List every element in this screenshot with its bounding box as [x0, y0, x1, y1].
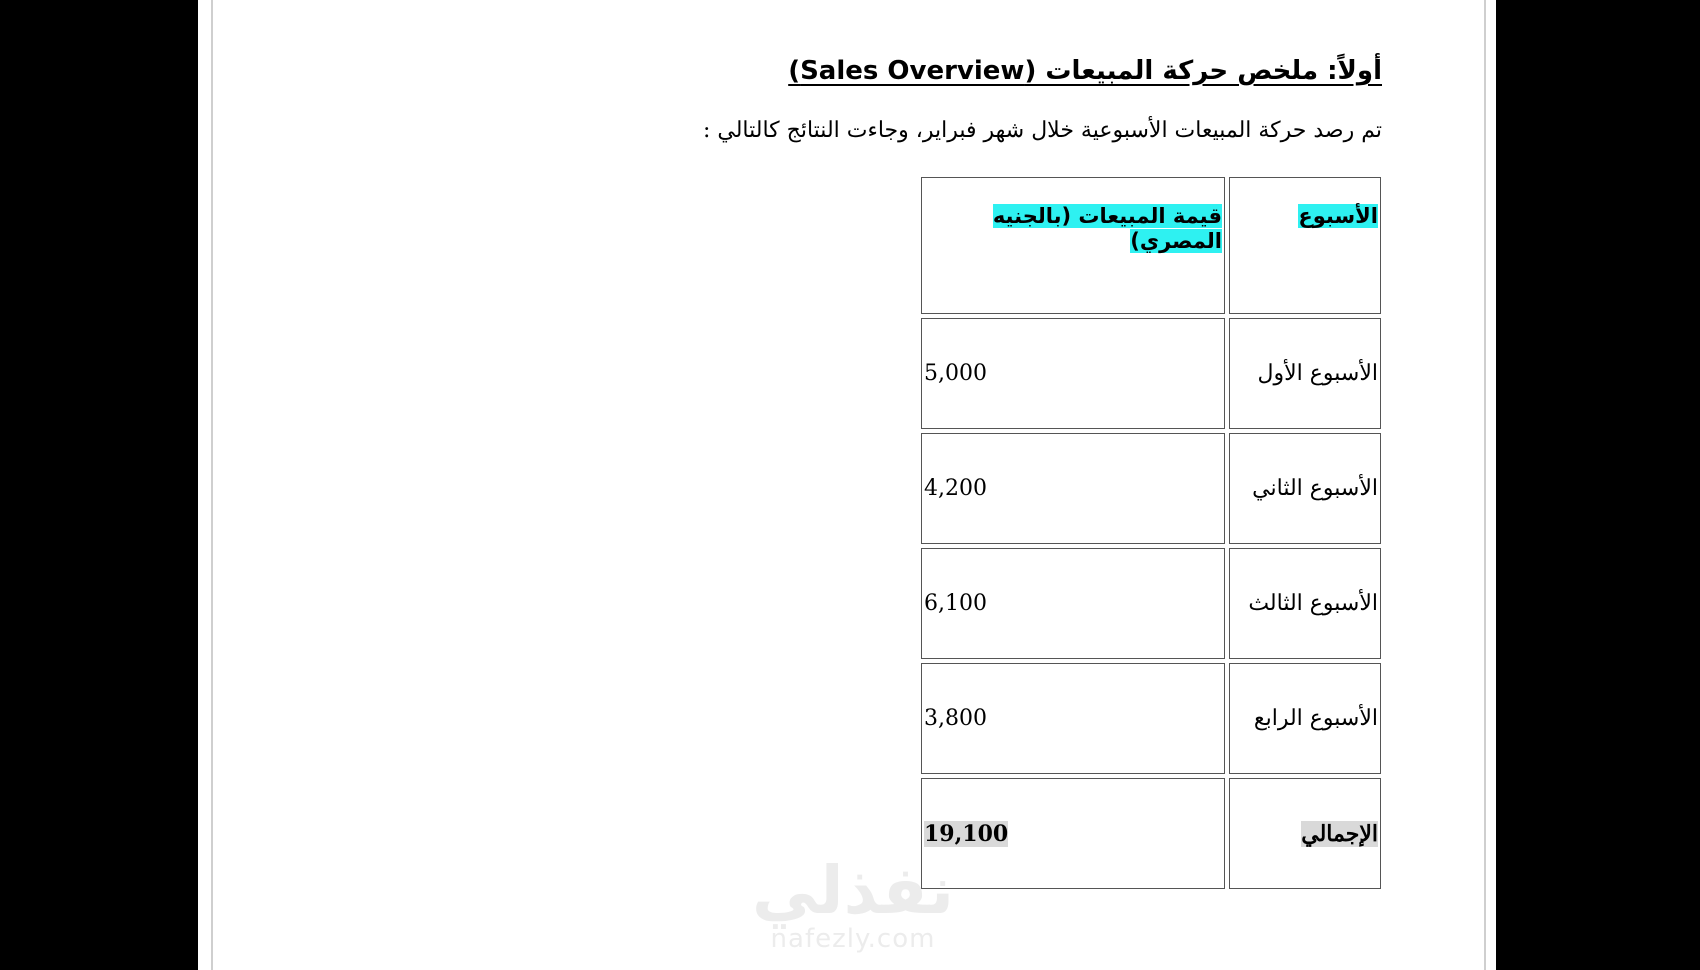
table-row	[921, 318, 1381, 429]
table-total-row	[921, 778, 1381, 889]
header-week-label: الأسبوع	[1298, 204, 1378, 228]
intro-paragraph: تم رصد حركة المبيعات الأسبوعية خلال شهر فبراير، وجاءت النتائج كالتالي :	[702, 118, 1382, 143]
table-row	[921, 548, 1381, 659]
total-label: الإجمالي	[1301, 820, 1378, 847]
value-cell: 3,800	[921, 663, 1225, 774]
week-cell: الأسبوع الأول	[1229, 318, 1381, 429]
table-row	[921, 433, 1381, 544]
header-value-cell	[921, 177, 1225, 314]
value-cell: 5,000	[921, 318, 1225, 429]
watermark	[748, 852, 958, 954]
table-header-row	[921, 177, 1381, 314]
week-cell: الأسبوع الثالث	[1229, 548, 1381, 659]
header-value-label: قيمة المبيعات (بالجنيه المصري)	[992, 204, 1222, 253]
page-border-right	[1484, 0, 1486, 970]
week-cell: الأسبوع الرابع	[1229, 663, 1381, 774]
sales-table	[917, 173, 1385, 893]
total-value-cell	[921, 778, 1225, 889]
value-cell: 6,100	[921, 548, 1225, 659]
total-label-cell	[1229, 778, 1381, 889]
watermark-arabic: نفذلي	[752, 852, 954, 929]
total-value: 19,100	[924, 820, 1009, 847]
section-heading: أولاً: ملخص حركة المبيعات (Sales Overview)	[788, 56, 1382, 86]
page-border-left	[211, 0, 213, 970]
value-cell: 4,200	[921, 433, 1225, 544]
week-cell: الأسبوع الثاني	[1229, 433, 1381, 544]
watermark-latin: nafezly.com	[770, 924, 936, 954]
table-row	[921, 663, 1381, 774]
header-week-cell	[1229, 177, 1381, 314]
